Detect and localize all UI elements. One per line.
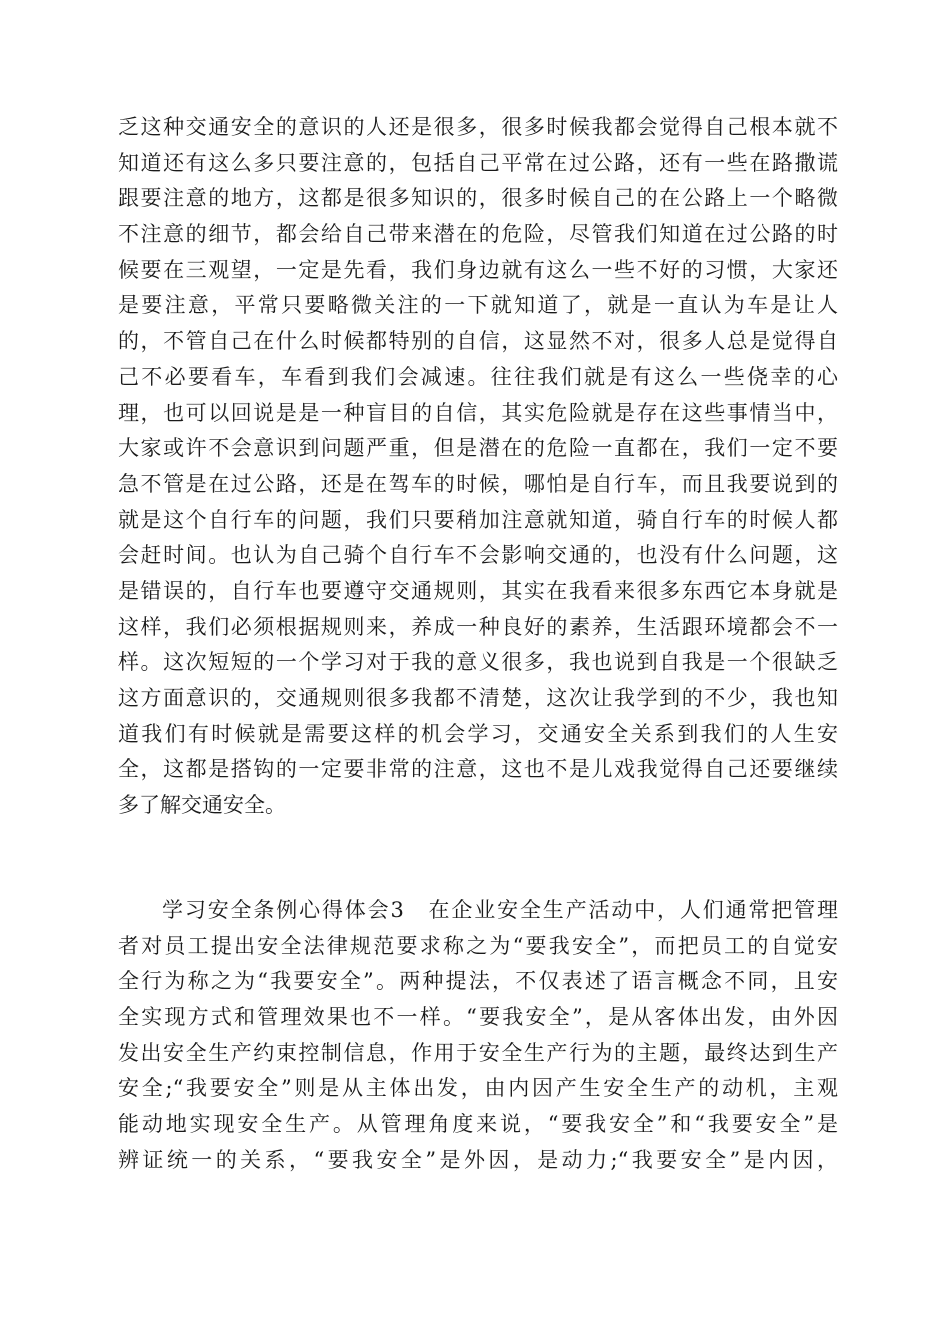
text-line: 己不必要看车，车看到我们会减速。往往我们就是有这么一些侥幸的心 (118, 364, 838, 389)
text-line: 乏这种交通安全的意识的人还是很多，很多时候我都会觉得自己根本就不 (118, 115, 838, 139)
text-line: 道我们有时候就是需要这样的机会学习，交通安全关系到我们的人生安 (118, 721, 838, 746)
text-line: 理，也可以回说是是一种盲目的自信，其实危险就是存在这些事情当中， (118, 400, 838, 425)
text-line: 多了解交通安全。 (118, 793, 286, 818)
text-line: 安全;“我要安全”则是从主体出发，由内因产生安全生产的动机，主观 (118, 1076, 838, 1101)
text-line: 辨证统一的关系，“要我安全”是外因，是动力;“我要安全”是内因， (118, 1147, 838, 1172)
text-line: 知道还有这么多只要注意的，包括自己平常在过公路，还有一些在路撒谎 (118, 150, 838, 175)
text-line: 急不管是在过公路，还是在驾车的时候，哪怕是自行车，而且我要说到的 (118, 471, 838, 496)
paragraph-traffic-safety-reflection (118, 110, 838, 824)
text-line: 这样，我们必须根据规则来，养成一种良好的素养，生活跟环境都会不一 (118, 614, 838, 639)
paragraph-safety-regulations-3 (118, 893, 838, 1179)
text-line: 能动地实现安全生产。从管理角度来说，“要我安全”和“我要安全”是 (118, 1112, 838, 1137)
text-line: 发出安全生产约束控制信息，作用于安全生产行为的主题，最终达到生产 (118, 1040, 838, 1065)
text-line: 就是这个自行车的问题，我们只要稍加注意就知道，骑自行车的时候人都 (118, 507, 838, 532)
text-line: 会赶时间。也认为自己骑个自行车不会影响交通的，也没有什么问题，这 (118, 543, 838, 568)
text-line: 这方面意识的，交通规则很多我都不清楚，这次让我学到的不少，我也知 (118, 686, 838, 710)
text-line: 大家或许不会意识到问题严重，但是潜在的危险一直都在，我们一定不要 (118, 436, 838, 461)
text-line: 样。这次短短的一个学习对于我的意义很多，我也说到自我是一个很缺乏 (118, 650, 838, 675)
text-line: 是要注意，平常只要略微关注的一下就知道了，就是一直认为车是让人 (118, 293, 838, 318)
text-line: 全，这都是搭钩的一定要非常的注意，这也不是儿戏我觉得自己还要继续 (118, 757, 838, 782)
text-line: 的，不管自己在什么时候都特别的自信，这显然不对，很多人总是觉得自 (118, 329, 838, 354)
text-line: 者对员工提出安全法律规范要求称之为“要我安全”，而把员工的自觉安 (118, 933, 838, 958)
text-line: 全行为称之为“我要安全”。两种提法，不仅表述了语言概念不同，且安 (118, 969, 838, 994)
text-line: 全实现方式和管理效果也不一样。“要我安全”，是从客体出发，由外因 (118, 1005, 838, 1030)
text-line: 是错误的，自行车也要遵守交通规则，其实在我看来很多东西它本身就是 (118, 578, 838, 603)
text-line: 学习安全条例心得体会3 在企业安全生产活动中，人们通常把管理 (162, 898, 838, 922)
text-line: 不注意的细节，都会给自己带来潜在的危险，尽管我们知道在过公路的时 (118, 222, 838, 247)
text-line: 候要在三观望，一定是先看，我们身边就有这么一些不好的习惯，大家还 (118, 257, 838, 282)
text-line: 跟要注意的地方，这都是很多知识的，很多时候自己的在公路上一个略微 (118, 186, 838, 211)
